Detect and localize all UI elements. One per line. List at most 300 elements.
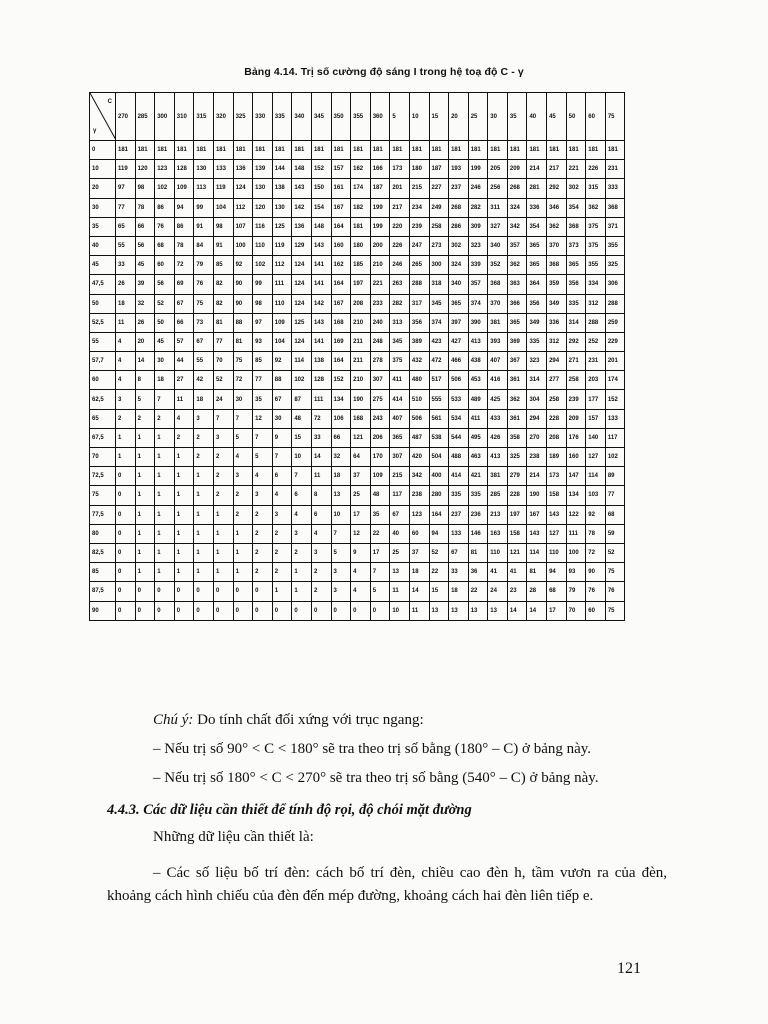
table-cell: 52: [155, 294, 175, 313]
table-cell: 238: [527, 448, 547, 467]
table-cell: 1: [174, 543, 194, 562]
note-line: [153, 712, 424, 729]
table-cell: 2: [272, 543, 292, 562]
table-cell: 1: [174, 486, 194, 505]
table-cell: 154: [311, 198, 331, 217]
table-cell: 119: [272, 236, 292, 255]
table-cell: 9: [272, 428, 292, 447]
table-cell: 15: [292, 428, 312, 447]
table-cell: 181: [507, 141, 527, 160]
table-cell: 364: [527, 275, 547, 294]
column-header: 60: [586, 93, 606, 141]
table-cell: 161: [331, 179, 351, 198]
table-cell: 0: [116, 582, 136, 601]
table-cell: 288: [605, 294, 625, 313]
table-cell: 365: [566, 256, 586, 275]
table-cell: 102: [253, 256, 273, 275]
table-cell: 109: [174, 179, 194, 198]
table-cell: 10: [292, 448, 312, 467]
table-cell: 41: [507, 563, 527, 582]
table-cell: 86: [174, 217, 194, 236]
table-cell: 3: [292, 524, 312, 543]
table-cell: 233: [370, 294, 390, 313]
table-cell: 411: [468, 409, 488, 428]
table-cell: 91: [213, 236, 233, 255]
column-header: 325: [233, 93, 253, 141]
table-cell: 185: [351, 256, 371, 275]
table-cell: 0: [174, 601, 194, 620]
table-cell: 506: [409, 409, 429, 428]
table-cell: 259: [605, 313, 625, 332]
table-cell: 44: [174, 352, 194, 371]
table-cell: 93: [253, 332, 273, 351]
table-cell: 57: [174, 332, 194, 351]
table-cell: 227: [429, 179, 449, 198]
table-cell: 98: [213, 217, 233, 236]
table-cell: 102: [155, 179, 175, 198]
table-cell: 367: [507, 352, 527, 371]
table-cell: 517: [429, 371, 449, 390]
table-cell: 59: [605, 524, 625, 543]
table-cell: 438: [468, 352, 488, 371]
table-cell: 60: [586, 601, 606, 620]
column-header: 350: [331, 93, 351, 141]
table-cell: 79: [194, 256, 214, 275]
table-cell: 100: [566, 543, 586, 562]
corner-c-label: C: [107, 99, 112, 105]
table-cell: 174: [605, 371, 625, 390]
table-cell: 12: [351, 524, 371, 543]
table-cell: 1: [194, 543, 214, 562]
table-cell: 141: [311, 275, 331, 294]
column-header: 15: [429, 93, 449, 141]
table-cell: 0: [213, 601, 233, 620]
column-header: 45: [547, 93, 567, 141]
table-cell: 362: [586, 198, 606, 217]
table-cell: 0: [311, 601, 331, 620]
table-cell: 181: [409, 141, 429, 160]
table-cell: 1: [213, 563, 233, 582]
table-cell: 3: [233, 467, 253, 486]
table-cell: 433: [488, 409, 508, 428]
table-cell: 75: [605, 601, 625, 620]
table-cell: 14: [409, 582, 429, 601]
table-cell: 143: [547, 505, 567, 524]
table-cell: 205: [488, 160, 508, 179]
table-cell: 25: [351, 486, 371, 505]
table-cell: 181: [233, 141, 253, 160]
symmetry-rule-1: – Nếu trị số 90° < C < 180° sẽ tra theo trị số bằng (180° – C) ở bảng này.: [153, 741, 592, 757]
table-cell: 106: [331, 409, 351, 428]
row-header-gamma: 30: [90, 198, 116, 217]
column-header: 315: [194, 93, 214, 141]
row-header-gamma: 90: [90, 601, 116, 620]
table-cell: 152: [605, 390, 625, 409]
table-cell: 228: [507, 486, 527, 505]
table-cell: 134: [331, 390, 351, 409]
table-cell: 78: [135, 198, 155, 217]
table-cell: 181: [547, 141, 567, 160]
table-cell: 480: [409, 371, 429, 390]
table-cell: 200: [370, 236, 390, 255]
table-cell: 123: [409, 505, 429, 524]
table-cell: 1: [155, 505, 175, 524]
table-cell: 234: [409, 198, 429, 217]
table-cell: 345: [390, 332, 410, 351]
table-cell: 48: [370, 486, 390, 505]
table-cell: 270: [527, 428, 547, 447]
table-cell: 1: [194, 505, 214, 524]
table-cell: 307: [390, 448, 410, 467]
table-cell: 1: [155, 428, 175, 447]
table-cell: 288: [409, 275, 429, 294]
table-cell: 124: [292, 332, 312, 351]
row-header-gamma: 45: [90, 256, 116, 275]
table-cell: 48: [292, 409, 312, 428]
table-cell: 1: [174, 524, 194, 543]
column-header: 30: [488, 93, 508, 141]
table-cell: 39: [135, 275, 155, 294]
row-header-gamma: 55: [90, 332, 116, 351]
table-cell: 1: [155, 486, 175, 505]
table-cell: 117: [390, 486, 410, 505]
row-header-gamma: 57,7: [90, 352, 116, 371]
table-cell: 2: [272, 563, 292, 582]
table-cell: 5: [233, 428, 253, 447]
table-cell: 0: [194, 582, 214, 601]
table-cell: 169: [331, 332, 351, 351]
table-cell: 282: [390, 294, 410, 313]
table-cell: 55: [116, 236, 136, 255]
row-header-gamma: 62,5: [90, 390, 116, 409]
table-cell: 357: [468, 275, 488, 294]
table-row: [90, 409, 625, 428]
table-cell: 243: [370, 409, 390, 428]
table-cell: 24: [213, 390, 233, 409]
table-cell: 0: [174, 582, 194, 601]
table-cell: 90: [586, 563, 606, 582]
table-cell: 127: [586, 448, 606, 467]
table-cell: 1: [135, 524, 155, 543]
table-cell: 277: [547, 371, 567, 390]
table-cell: 1: [213, 505, 233, 524]
table-cell: 555: [429, 390, 449, 409]
table-cell: 133: [213, 160, 233, 179]
caption-title: Bảng 4.14. Trị số cường độ sáng I trong hệ toạ độ C -: [244, 66, 518, 78]
table-cell: 239: [409, 217, 429, 236]
table-cell: 22: [429, 563, 449, 582]
row-header-gamma: 20: [90, 179, 116, 198]
table-cell: 30: [233, 390, 253, 409]
table-cell: 11: [174, 390, 194, 409]
table-cell: 13: [390, 563, 410, 582]
table-cell: 1: [135, 543, 155, 562]
table-cell: 355: [586, 256, 606, 275]
table-cell: 533: [449, 390, 469, 409]
note-text: Do tính chất đối xứng với trục ngang:: [193, 712, 424, 728]
table-cell: 357: [507, 236, 527, 255]
table-cell: 92: [233, 256, 253, 275]
table-cell: 3: [253, 486, 273, 505]
table-cell: 12: [253, 409, 273, 428]
table-cell: 116: [253, 217, 273, 236]
table-cell: 92: [586, 505, 606, 524]
table-cell: 67: [449, 543, 469, 562]
table-cell: 304: [527, 390, 547, 409]
table-cell: 2: [253, 563, 273, 582]
table-cell: 0: [155, 601, 175, 620]
table-cell: 81: [213, 313, 233, 332]
table-cell: 82: [213, 294, 233, 313]
table-cell: 35: [370, 505, 390, 524]
table-cell: 368: [566, 217, 586, 236]
table-cell: 93: [566, 563, 586, 582]
table-caption: [0, 66, 768, 78]
table-cell: 76: [155, 217, 175, 236]
table-cell: 11: [409, 601, 429, 620]
symmetry-rule-2: – Nếu trị số 180° < C < 270° sẽ tra theo trị số bằng (540° – C) ở bảng này.: [153, 770, 599, 786]
table-cell: 7: [233, 409, 253, 428]
table-cell: 323: [527, 352, 547, 371]
table-cell: 67: [272, 390, 292, 409]
table-cell: 336: [547, 313, 567, 332]
table-row: [90, 601, 625, 620]
table-cell: 114: [292, 352, 312, 371]
table-cell: 120: [253, 198, 273, 217]
table-cell: 65: [116, 217, 136, 236]
table-row: [90, 236, 625, 255]
column-header: 75: [605, 93, 625, 141]
table-cell: 0: [116, 524, 136, 543]
table-cell: 181: [174, 141, 194, 160]
table-cell: 215: [409, 179, 429, 198]
table-cell: 67: [390, 505, 410, 524]
table-cell: 181: [213, 141, 233, 160]
table-cell: 36: [468, 563, 488, 582]
table-cell: 52: [213, 371, 233, 390]
table-cell: 414: [449, 467, 469, 486]
table-cell: 307: [370, 371, 390, 390]
table-cell: 181: [468, 141, 488, 160]
table-cell: 3: [213, 428, 233, 447]
table-cell: 374: [468, 294, 488, 313]
table-cell: 109: [272, 313, 292, 332]
table-cell: 76: [194, 275, 214, 294]
table-cell: 17: [547, 601, 567, 620]
table-cell: 110: [253, 236, 273, 255]
table-cell: 94: [547, 563, 567, 582]
table-cell: 1: [155, 524, 175, 543]
table-cell: 180: [351, 236, 371, 255]
table-cell: 217: [390, 198, 410, 217]
table-cell: 75: [194, 294, 214, 313]
table-cell: 325: [507, 448, 527, 467]
table-cell: 389: [409, 332, 429, 351]
table-cell: 3: [311, 543, 331, 562]
row-header-gamma: 77,5: [90, 505, 116, 524]
table-cell: 7: [253, 428, 273, 447]
table-cell: 181: [272, 141, 292, 160]
table-cell: 1: [155, 543, 175, 562]
table-cell: 314: [566, 313, 586, 332]
table-cell: 7: [292, 467, 312, 486]
table-cell: 142: [292, 198, 312, 217]
row-header-gamma: 70: [90, 448, 116, 467]
table-row: [90, 179, 625, 198]
table-cell: 181: [566, 141, 586, 160]
table-cell: 68: [155, 236, 175, 255]
table-cell: 208: [351, 294, 371, 313]
table-cell: 544: [449, 428, 469, 447]
table-cell: 143: [527, 524, 547, 543]
table-cell: 210: [351, 371, 371, 390]
table-cell: 4: [351, 563, 371, 582]
table-row: [90, 217, 625, 236]
paragraph-lamp-data: – Các số liệu bố trí đèn: cách bố trí đèn, chiều cao đèn h, tầm vươn ra của đèn, khoảng cách hình chiếu của đèn đến mép đường, khoảng cách hai đèn liên tiếp e.: [107, 865, 667, 904]
table-cell: 168: [331, 313, 351, 332]
row-header-gamma: 47,5: [90, 275, 116, 294]
table-cell: 181: [449, 141, 469, 160]
table-cell: 368: [547, 256, 567, 275]
table-cell: 0: [116, 601, 136, 620]
table-cell: 111: [311, 390, 331, 409]
table-cell: 3: [331, 563, 351, 582]
table-cell: 2: [174, 428, 194, 447]
table-cell: 140: [586, 428, 606, 447]
table-cell: 76: [586, 582, 606, 601]
table-cell: 214: [527, 467, 547, 486]
table-cell: 1: [174, 448, 194, 467]
table-cell: 346: [547, 198, 567, 217]
table-cell: 134: [566, 486, 586, 505]
table-cell: 181: [116, 141, 136, 160]
table-cell: 249: [429, 198, 449, 217]
table-cell: 335: [566, 294, 586, 313]
table-cell: 5: [370, 582, 390, 601]
table-cell: 125: [272, 217, 292, 236]
table-cell: 102: [292, 371, 312, 390]
table-cell: 25: [390, 543, 410, 562]
table-cell: 0: [135, 582, 155, 601]
table-cell: 236: [468, 505, 488, 524]
table-cell: 14: [507, 601, 527, 620]
table-cell: 413: [468, 332, 488, 351]
table-cell: 14: [311, 448, 331, 467]
table-cell: 294: [547, 352, 567, 371]
table-cell: 325: [605, 256, 625, 275]
section-heading: 4.4.3. Các dữ liệu cần thiết để tính độ rọi, độ chói mặt đường: [107, 802, 472, 818]
row-header-gamma: 80: [90, 524, 116, 543]
table-cell: 52: [605, 543, 625, 562]
table-cell: 413: [488, 448, 508, 467]
table-cell: 190: [527, 486, 547, 505]
table-cell: 70: [566, 601, 586, 620]
table-cell: 15: [429, 582, 449, 601]
table-cell: 86: [155, 198, 175, 217]
table-row: [90, 486, 625, 505]
table-cell: 487: [409, 428, 429, 447]
table-cell: 136: [233, 160, 253, 179]
table-cell: 33: [449, 563, 469, 582]
table-cell: 4: [116, 352, 136, 371]
table-cell: 121: [507, 543, 527, 562]
table-cell: 1: [292, 563, 312, 582]
table-cell: 407: [488, 352, 508, 371]
table-cell: 7: [272, 448, 292, 467]
table-cell: 82: [213, 275, 233, 294]
table-cell: 177: [586, 390, 606, 409]
table-cell: 37: [351, 467, 371, 486]
table-cell: 336: [527, 198, 547, 217]
table-cell: 152: [311, 160, 331, 179]
table-cell: 89: [605, 467, 625, 486]
luminous-intensity-table: [89, 92, 625, 621]
table-cell: 181: [331, 141, 351, 160]
table-cell: 158: [507, 524, 527, 543]
table-cell: 2: [272, 524, 292, 543]
table-cell: 70: [213, 352, 233, 371]
table-cell: 215: [390, 467, 410, 486]
table-cell: 13: [331, 486, 351, 505]
table-cell: 197: [351, 275, 371, 294]
table-cell: 69: [174, 275, 194, 294]
table-cell: 0: [272, 601, 292, 620]
table-cell: 141: [311, 256, 331, 275]
table-cell: 26: [135, 313, 155, 332]
table-cell: 182: [351, 198, 371, 217]
table-cell: 181: [135, 141, 155, 160]
table-cell: 162: [351, 160, 371, 179]
table-cell: 0: [116, 486, 136, 505]
table-cell: 55: [194, 352, 214, 371]
table-cell: 11: [390, 582, 410, 601]
table-cell: 315: [586, 179, 606, 198]
table-cell: 407: [390, 409, 410, 428]
table-cell: 181: [351, 141, 371, 160]
table-cell: 66: [331, 428, 351, 447]
table-cell: 373: [566, 236, 586, 255]
table-cell: 112: [233, 198, 253, 217]
table-cell: 144: [272, 160, 292, 179]
table-cell: 164: [331, 217, 351, 236]
column-header: 285: [135, 93, 155, 141]
column-header: 20: [449, 93, 469, 141]
table-cell: 125: [292, 313, 312, 332]
table-cell: 420: [409, 448, 429, 467]
column-header: 5: [390, 93, 410, 141]
table-cell: 273: [429, 236, 449, 255]
table-cell: 68: [547, 582, 567, 601]
table-cell: 42: [194, 371, 214, 390]
table-cell: 84: [194, 236, 214, 255]
table-cell: 302: [449, 236, 469, 255]
table-cell: 4: [351, 582, 371, 601]
table-cell: 81: [233, 332, 253, 351]
table-cell: 114: [586, 467, 606, 486]
row-header-gamma: 52,5: [90, 313, 116, 332]
table-cell: 75: [233, 352, 253, 371]
table-cell: 280: [429, 486, 449, 505]
table-cell: 189: [547, 448, 567, 467]
table-cell: 3: [116, 390, 136, 409]
table-row: [90, 294, 625, 313]
table-row: [90, 198, 625, 217]
table-cell: 0: [253, 601, 273, 620]
table-cell: 0: [116, 505, 136, 524]
table-cell: 85: [213, 256, 233, 275]
table-cell: 14: [135, 352, 155, 371]
table-cell: 112: [272, 256, 292, 275]
